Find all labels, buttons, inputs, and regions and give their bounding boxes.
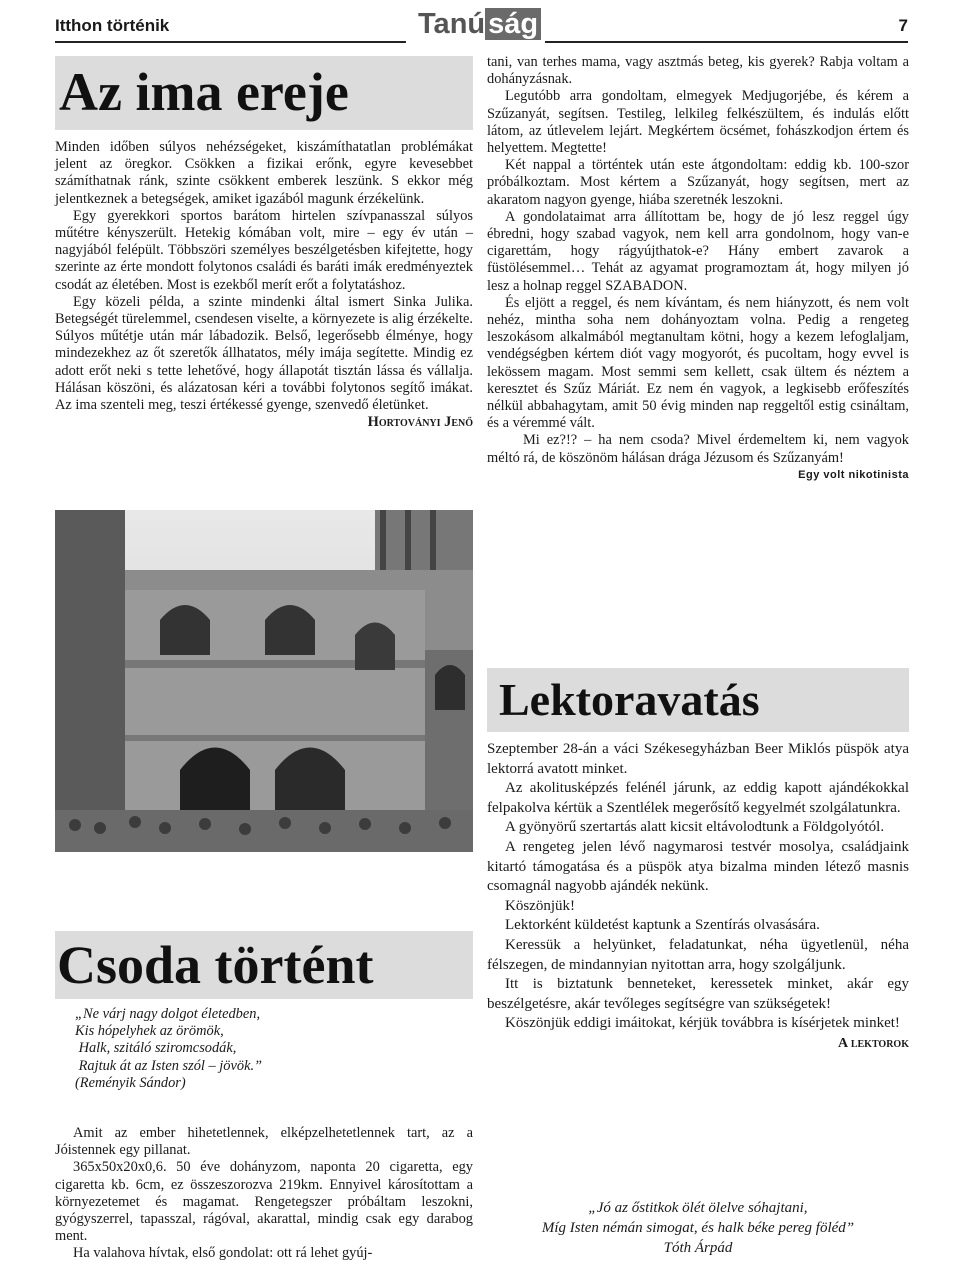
article3-title-band	[55, 931, 473, 999]
header-rule-right	[545, 41, 908, 43]
church-facade-image	[55, 510, 473, 852]
church-photo	[55, 510, 473, 852]
section-label: Itthon történik	[55, 16, 170, 35]
poem-attribution: (Reményik Sándor)	[75, 1074, 186, 1091]
page-number: 7	[898, 16, 908, 35]
article2-paragraph: Legutóbb arra gondoltam, elmegyek Medjugorjébe, és kérem a Szűzanyát, segítsen. Testileg, lelkileg felkészültem, és indulás előtt látom, az útlevelem lejárt. Megkértem öcsémet, fohászkodjon értem és helyettem. Megtette!	[487, 88, 909, 157]
article4-paragraph: A rengeteg jelen lévő nagymarosi testvér mosolya, családjaink kitartó támogatása és a püspök atya bizalma minden létező masnis csomagnál nagyobb ajándék nekünk.	[487, 838, 909, 895]
article4-paragraph: Köszönjük eddigi imáitokat, kérjük továbbra is kísérjetek minket!	[505, 1015, 900, 1032]
article4-author: A lektorok	[837, 1035, 909, 1051]
closing-quote-line: „Jó az őstitkok ölét ölelve sóhajtani,	[588, 1200, 808, 1216]
article3-paragraph: 365x50x20x0,6. 50 éve dohányzom, naponta 20 cigaretta, egy cigaretta kb. 6cm, ez összeszorozva 219km. Ennyivel károsítottam a környezetemet és magamat. Rengetegszer próbáltam leszokni, gyógyszerrel, tapasszal, rágóval, akarattal, mindig csak egy darabog ment.	[55, 1159, 473, 1245]
article4-paragraph: Az akolitusképzés felénél járunk, az eddig kapott ajándékokkal felpakolva kértük a Szentlélek megerősítő kegyelmét szolgálatunkra.	[487, 780, 909, 816]
poem-line: „Ne várj nagy dolgot életedben,	[75, 1006, 261, 1022]
article1-title-band	[55, 56, 473, 130]
header-rule-left	[55, 41, 406, 43]
poem-line: Rajtuk át az Isten szól – jövök.”	[75, 1057, 263, 1074]
article2-paragraph: tani, van terhes mama, vagy asztmás beteg, kis gyerek? Rabja voltam a dohányzásnak.	[487, 54, 909, 88]
article1-paragraph: Egy közeli példa, a szinte mindenki által ismert Sinka Julika. Betegségét türelemmel, csendesen viselte, a környezete is alig érzékelte. Súlyos műtétje után már lábadozik. Belső, legerősebb élménye, hogy mindezekhez az őt szeretők állhatatos, mély imája segítette. Mindig ez adott erőt neki s tette lehetővé, hogy állapotát tisztán lássa és vállalja. Hálásan köszöni, és alázatosan kéri a további folytonos segítő imákat. Az ima szenteli meg, teszi értékessé gyenge, szenvedő életünket.	[55, 293, 473, 414]
article3-title: Csoda történt	[57, 935, 374, 995]
masthead	[418, 8, 541, 41]
article2-paragraph: Két nappal a történtek után este átgondoltam: eddig kb. 100-szor próbálkoztam. Most kértem a Szűzanyát, hogy segítsen, mert az akaratom nagyon gyenge, hiába szeretnék leszokni.	[487, 157, 909, 208]
article4-paragraph: Keressük a helyünket, feladatunkat, néha ügyetlenül, néha félszegen, de mindannyian nyitottan arra, hogy szolgáljunk.	[487, 936, 909, 973]
article4-title: Lektoravatás	[499, 674, 760, 725]
poem-quote	[75, 1006, 262, 1092]
article2-continued-body	[487, 54, 909, 484]
article4-paragraph: A gyönyörű szertartás alatt kicsit eltávolodtunk a Földgolyótól.	[505, 819, 885, 836]
article4-paragraph: Szeptember 28-án a váci Székesegyházban Beer Miklós püspök atya lektorrá avatott minket.	[487, 741, 909, 777]
article1-paragraph: Egy gyerekkori sportos barátom hirtelen szívpanasszal súlyos műtétre kényszerült. Hetekig kómában volt, mire – egy év után – nagyjából felépült. Többszöri személyes beszélgetésben kifejtette, hogy szerinte az érte mondott folytonos családi és baráti imák eredményeztek csodát az életében. Most is ezekből merít erőt a folytatáshoz.	[55, 207, 473, 293]
article2-author: Egy volt nikotinista	[798, 468, 909, 481]
article1-paragraph: Minden időben súlyos nehézségeket, kiszámíthatatlan problémákat jelent az öregkor. Csökken a fizikai erőnk, egyre kevesebbet számíthatnak ránk, szinte csökkent emberek leszünk. S ekkor még jelentkeznek a betegségek, amiket igazából magunk érzékelünk.	[55, 139, 473, 207]
article3-body	[55, 1125, 473, 1263]
poem-line: Kis hópelyhek az örömök,	[75, 1023, 224, 1040]
article4-body	[487, 740, 909, 1054]
article4-paragraph: Köszönjük!	[505, 897, 575, 914]
closing-quote	[487, 1198, 909, 1258]
article1-author: Hortoványi Jenő	[367, 414, 473, 431]
article4-paragraph: Itt is biztatunk benneteket, keressetek minket, akár egy beszélgetésre, akár tevőleges segítségre van szükségetek!	[487, 976, 909, 1012]
article2-paragraph: A gondolataimat arra állítottam be, hogy de jó lesz reggel úgy ébredni, hogy szabad vagyok, nem kell arra gondolnom, hogy van-e cigarettám, hogy rágyújthatok-e? Hány embert zavarok a füstölésemmel… Tehát az agyamat programoztam át, hogy milyen jó lesz a holnap reggel SZABADON.	[487, 208, 909, 294]
article2-paragraph: És eljött a reggel, és nem kívántam, és nem hiányzott, és nem volt nehéz, mintha soha nem dohányoztam volna. Pedig a rengeteg leszokásom alkalmából megtanultam kötni, hogy a kezem lefoglaljam, vendégségben kértem diót vagy mogyorót, és pucoltam, hogy evvel is lekössem magam. Most semmi sem kellett, csak ültem és néztem a keresztet és Szűz Máriát. Ez nem én vagyok, a legkisebb erőfeszítés nélkül abbahagytam, amit 50 évig minden nap reggeltől estig csináltam, és a véremmé vált.	[487, 294, 909, 432]
closing-quote-line: Míg Isten némán simogat, és halk béke pereg föléd”	[541, 1220, 855, 1236]
article1-body	[55, 139, 473, 431]
masthead-part-a: Tanú	[418, 8, 486, 40]
masthead-part-b: ság	[485, 8, 541, 40]
article1-title: Az ima ereje	[59, 62, 349, 122]
article3-paragraph: Ha valahova hívtak, első gondolat: ott rá lehet gyúj-	[73, 1245, 373, 1262]
closing-quote-author: Tóth Árpád	[663, 1240, 733, 1256]
article2-paragraph: Mi ez?!? – ha nem csoda? Mivel érdemeltem ki, nem vagyok méltó rá, de köszönöm hálásan drága Jézusom és Szűzanyám!	[487, 432, 909, 466]
poem-line: Halk, szitáló sziromcsodák,	[75, 1040, 237, 1057]
article3-paragraph: Amit az ember hihetetlennek, elképzelhetetlennek tart, az a Jóistennek egy pillanat.	[55, 1125, 473, 1159]
article4-paragraph: Lektorként küldetést kaptunk a Szentírás olvasására.	[505, 917, 820, 934]
article4-title-band	[487, 668, 909, 732]
